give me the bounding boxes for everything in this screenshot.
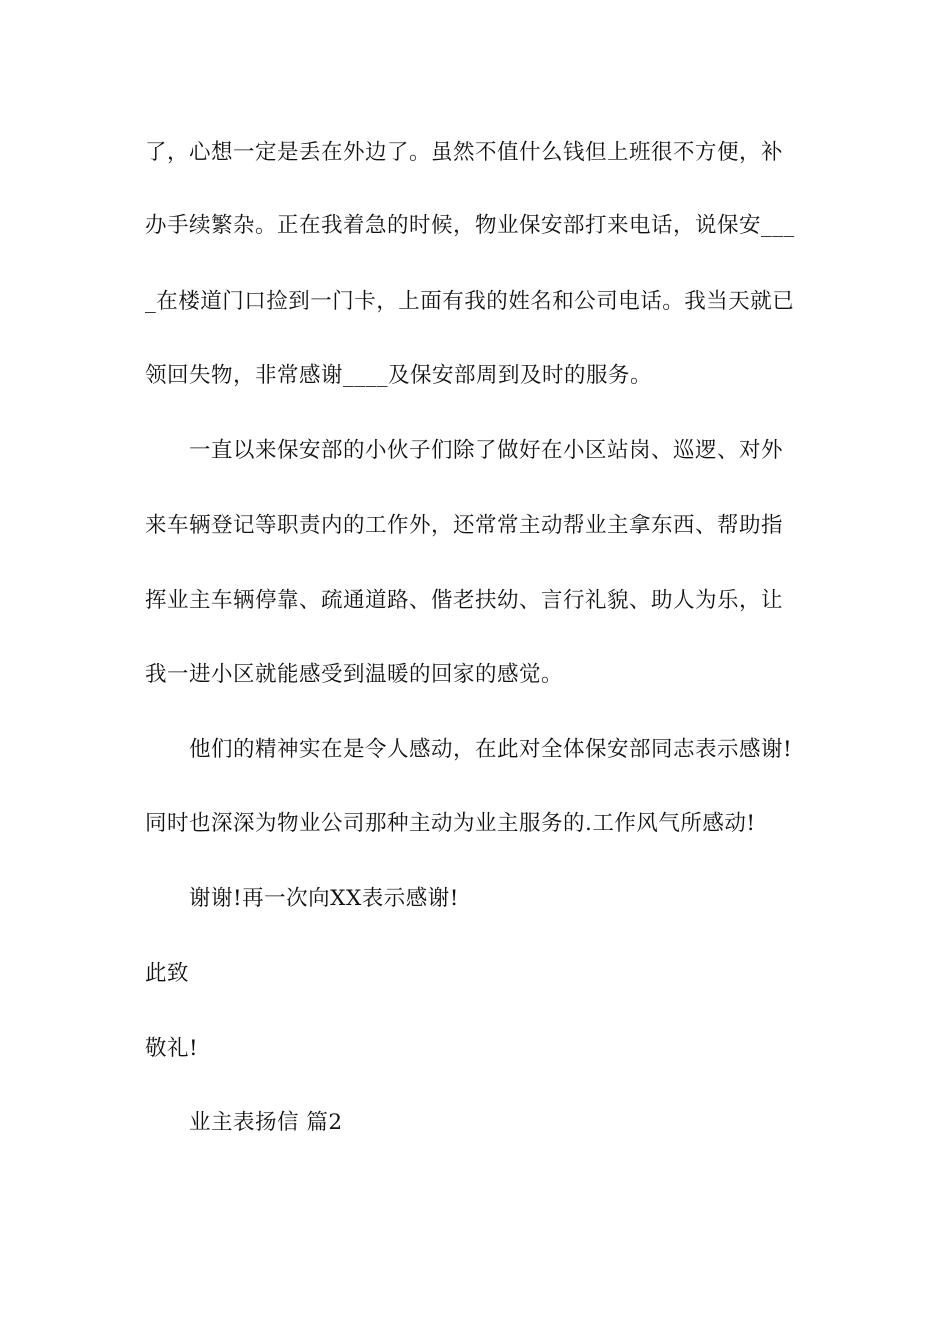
text-line: _在楼道门口捡到一门卡，上面有我的姓名和公司电话。我当天就已 — [145, 289, 795, 314]
text-line: 领回失物，非常感谢____及保安部周到及时的服务。 — [145, 363, 653, 388]
text-line: 同时也深深为物业公司那种主动为业主服务的.工作风气所感动! — [145, 811, 756, 836]
text-line: 挥业主车辆停靠、疏通道路、偕老扶幼、言行礼貌、助人为乐，让 — [145, 588, 784, 613]
text-line: 办手续繁杂。正在我着急的时候，物业保安部打来电话，说保安___ — [145, 213, 795, 238]
closing-regards: 敬礼! — [145, 1036, 199, 1061]
paragraph-first-line: 他们的精神实在是令人感动，在此对全体保安部同志表示感谢! — [189, 737, 793, 762]
text-line: 我一进小区就能感受到温暖的回家的感觉。 — [145, 662, 564, 687]
closing-salutation: 此致 — [145, 961, 190, 986]
section-heading: 业主表扬信 篇2 — [189, 1110, 343, 1135]
thanks-line: 谢谢!再一次向XX表示感谢! — [189, 886, 459, 911]
paragraph-first-line: 一直以来保安部的小伙子们除了做好在小区站岗、巡逻、对外 — [189, 438, 784, 463]
text-line: 了，心想一定是丢在外边了。虽然不值什么钱但上班很不方便，补 — [145, 140, 784, 165]
text-line: 来车辆登记等职责内的工作外，还常常主动帮业主拿东西、帮助指 — [145, 513, 784, 538]
